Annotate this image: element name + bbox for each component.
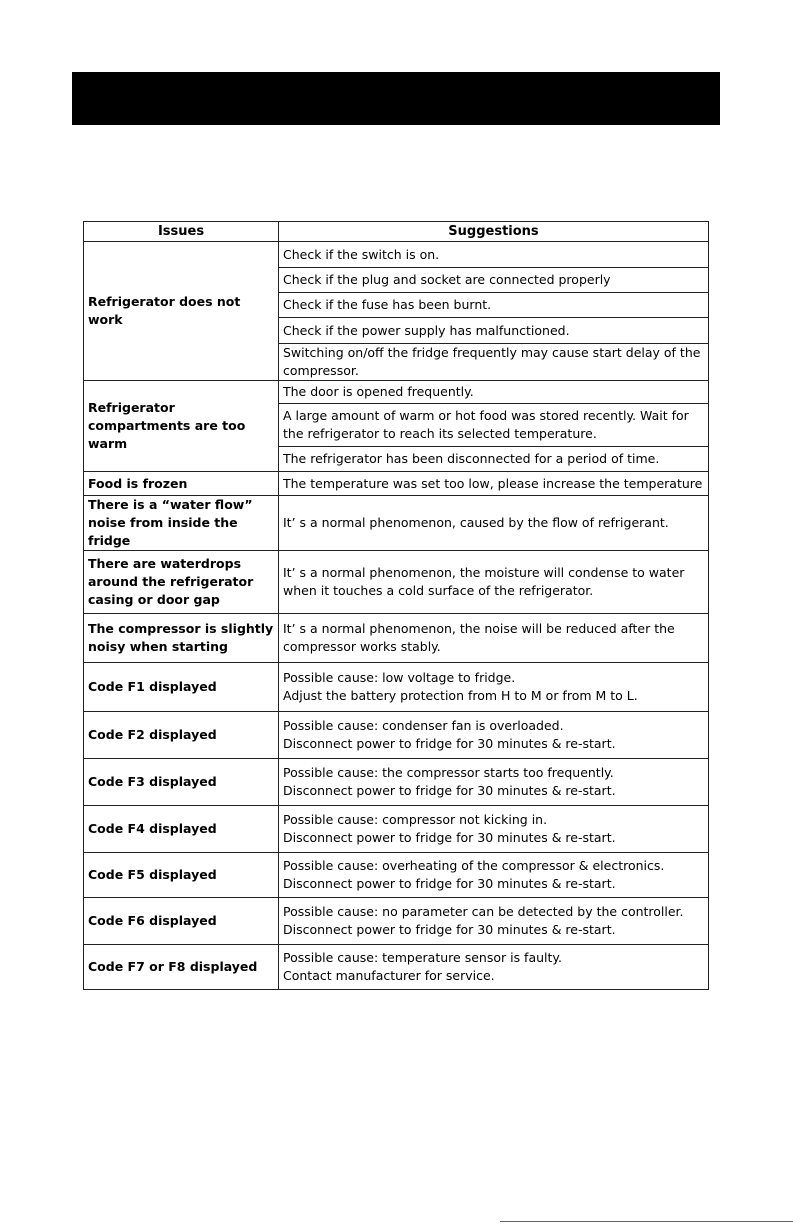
table-row: [84, 496, 709, 551]
suggestion-cell: [279, 381, 709, 404]
suggestion-cell: [279, 712, 709, 759]
table-row: [84, 551, 709, 614]
suggestion-line: Disconnect power to fridge for 30 minutes & re-start.: [283, 922, 616, 937]
suggestion-line: Possible cause: compressor not kicking in.: [283, 812, 548, 827]
table-row: [84, 614, 709, 663]
suggestion-line: Disconnect power to fridge for 30 minutes & re-start.: [283, 876, 616, 891]
suggestion-line: The door is opened frequently.: [283, 384, 474, 399]
suggestion-line: Contact manufacturer for service.: [283, 968, 495, 983]
suggestion-line: the refrigerator to reach its selected temperature.: [283, 426, 597, 441]
suggestion-line: The refrigerator has been disconnected for a period of time.: [283, 451, 660, 466]
suggestion-line: compressor.: [283, 363, 359, 378]
suggestion-cell: [279, 759, 709, 806]
table-row: [84, 898, 709, 945]
suggestion-line: It’ s a normal phenomenon, the noise will be reduced after the: [283, 621, 675, 636]
suggestion-cell: [279, 344, 709, 381]
issue-cell: Refrigerator does not work: [84, 242, 279, 381]
suggestion-line: Possible cause: the compressor starts too frequently.: [283, 765, 614, 780]
section-title-banner: [72, 72, 720, 125]
issue-cell: Code F4 displayed: [84, 806, 279, 853]
suggestion-cell: [279, 614, 709, 663]
suggestion-line: Possible cause: low voltage to fridge.: [283, 670, 516, 685]
issue-cell: The compressor is slightly noisy when starting: [84, 614, 279, 663]
table-header-row: [84, 222, 709, 242]
table-row: [84, 853, 709, 898]
suggestion-line: Disconnect power to fridge for 30 minutes & re-start.: [283, 830, 616, 845]
column-header-issues: Issues: [84, 222, 279, 242]
suggestion-line: Possible cause: overheating of the compressor & electronics.: [283, 858, 665, 873]
suggestion-cell: [279, 496, 709, 551]
suggestion-line: Switching on/off the fridge frequently may cause start delay of the: [283, 345, 701, 360]
issue-cell: There are waterdrops around the refrigerator casing or door gap: [84, 551, 279, 614]
suggestion-cell: [279, 853, 709, 898]
suggestion-line: Check if the power supply has malfunctioned.: [283, 322, 570, 338]
suggestion-line: It’ s a normal phenomenon, the moisture will condense to water: [283, 565, 685, 580]
suggestion-line: when it touches a cold surface of the refrigerator.: [283, 583, 594, 598]
suggestion-line: A large amount of warm or hot food was stored recently. Wait for: [283, 408, 689, 423]
table-row: [84, 242, 709, 268]
suggestion-cell: [279, 242, 709, 268]
suggestion-line: Adjust the battery protection from H to M or from M to L.: [283, 688, 638, 703]
issue-cell: Code F1 displayed: [84, 663, 279, 712]
table-row: [84, 663, 709, 712]
suggestion-cell: [279, 945, 709, 990]
issue-cell: Code F7 or F8 displayed: [84, 945, 279, 990]
suggestion-line: Check if the fuse has been burnt.: [283, 297, 492, 312]
table-body: [84, 242, 709, 990]
suggestion-cell: [279, 447, 709, 472]
suggestion-cell: [279, 318, 709, 344]
suggestion-cell: [279, 551, 709, 614]
suggestion-line: Check if the plug and socket are connected properly: [283, 272, 611, 287]
suggestion-cell: [279, 472, 709, 496]
issue-cell: Code F5 displayed: [84, 853, 279, 898]
suggestion-cell: [279, 293, 709, 318]
suggestion-line: Possible cause: temperature sensor is faulty.: [283, 950, 562, 965]
issue-cell: Code F3 displayed: [84, 759, 279, 806]
table-row: [84, 472, 709, 496]
page-bottom-rule: [500, 1221, 793, 1222]
suggestion-cell: [279, 663, 709, 712]
suggestion-cell: [279, 404, 709, 447]
suggestion-line: Disconnect power to fridge for 30 minutes & re-start.: [283, 783, 616, 798]
table-row: [84, 381, 709, 404]
suggestion-line: Possible cause: condenser fan is overloaded.: [283, 718, 564, 733]
suggestion-line: Disconnect power to fridge for 30 minutes & re-start.: [283, 736, 616, 751]
suggestion-cell: [279, 268, 709, 293]
troubleshooting-table: [83, 221, 709, 990]
column-header-suggestions: Suggestions: [279, 222, 709, 242]
suggestion-line: Possible cause: no parameter can be detected by the controller.: [283, 904, 684, 919]
table-row: [84, 945, 709, 990]
table-row: [84, 759, 709, 806]
issue-cell: Code F6 displayed: [84, 898, 279, 945]
table-row: [84, 806, 709, 853]
suggestion-line: compressor works stably.: [283, 639, 441, 654]
issue-cell: Refrigerator compartments are too warm: [84, 381, 279, 472]
suggestion-cell: [279, 806, 709, 853]
table-row: [84, 712, 709, 759]
suggestion-line: Check if the switch is on.: [283, 246, 440, 262]
issue-cell: There is a “water flow” noise from inside the fridge: [84, 496, 279, 551]
suggestion-cell: [279, 898, 709, 945]
suggestion-line: It’ s a normal phenomenon, caused by the flow of refrigerant.: [283, 515, 669, 530]
issue-cell: Code F2 displayed: [84, 712, 279, 759]
suggestion-line: The temperature was set too low, please increase the temperature: [283, 475, 703, 491]
issue-cell: Food is frozen: [84, 472, 279, 496]
